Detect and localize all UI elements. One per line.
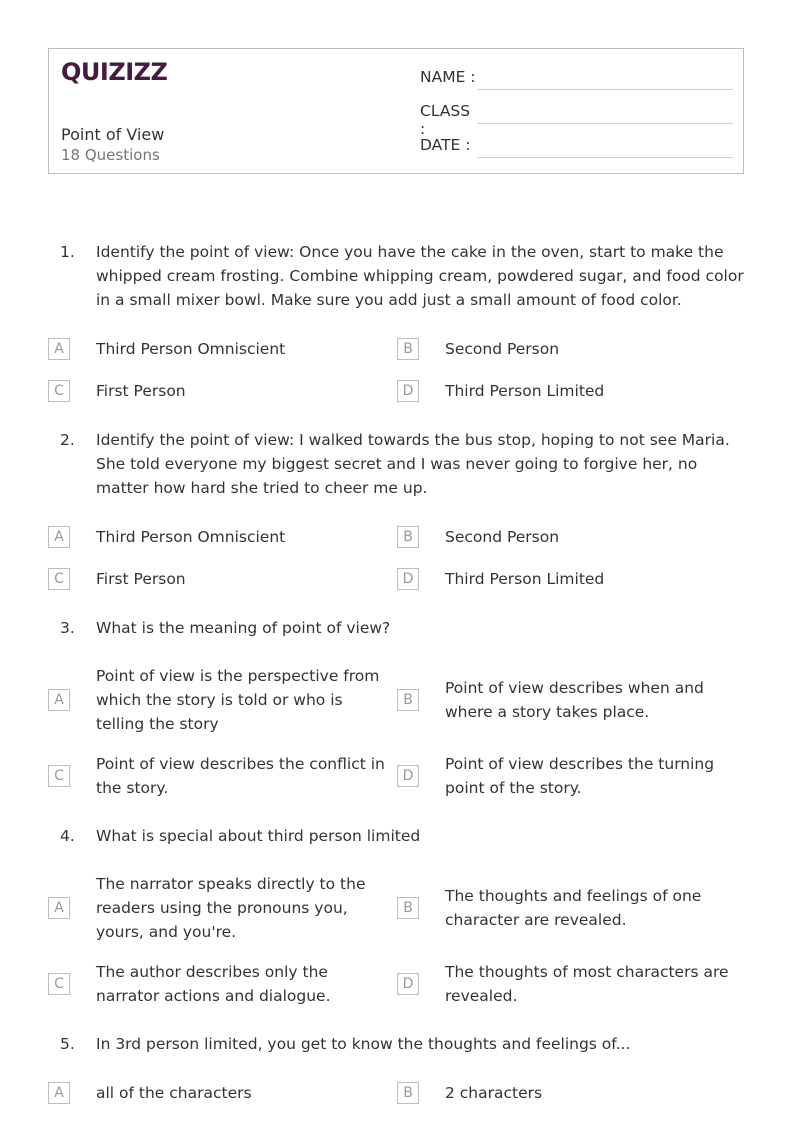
question-count: 18 Questions [61, 146, 160, 164]
option-letter-box[interactable]: C [48, 973, 70, 995]
option-letter-box[interactable]: A [48, 897, 70, 919]
option-text: Second Person [445, 340, 560, 358]
option-text: The thoughts and feelings of one character are revealed. [445, 887, 702, 929]
question-number: 5. [60, 1035, 75, 1053]
question-number: 1. [60, 243, 75, 261]
question-number: 4. [60, 827, 75, 845]
option-letter-box[interactable]: C [48, 568, 70, 590]
option-letter-box[interactable]: B [397, 897, 419, 919]
option-letter-box[interactable]: A [48, 689, 70, 711]
option-text: all of the characters [96, 1084, 252, 1102]
question-number: 2. [60, 431, 75, 449]
option-text: Point of view is the perspective from which the story is told or who is telling the story [96, 667, 380, 733]
name-label: NAME : [420, 68, 476, 86]
option-letter-box[interactable]: D [397, 973, 419, 995]
question-text: What is special about third person limited [96, 827, 421, 845]
option-text: Third Person Omniscient [96, 528, 286, 546]
option-letter-box[interactable]: B [397, 689, 419, 711]
option-letter-box[interactable]: D [397, 765, 419, 787]
option-letter-box[interactable]: C [48, 765, 70, 787]
option-letter-box[interactable]: C [48, 380, 70, 402]
option-text: Point of view describes the conflict in the story. [96, 755, 385, 797]
option-text: 2 characters [445, 1084, 543, 1102]
option-letter-box[interactable]: A [48, 526, 70, 548]
question-text: Identify the point of view: I walked towards the bus stop, hoping to not see Maria. She told everyone my biggest secret and I was never going to forgive her, no matter how hard she tried to cheer me up. [96, 431, 730, 497]
quizizz-logo: QUIZIZZ [61, 58, 168, 86]
option-text: The narrator speaks directly to the readers using the pronouns you, yours, and you're. [96, 875, 366, 941]
option-text: Second Person [445, 528, 560, 546]
option-text: Point of view describes when and where a story takes place. [445, 679, 704, 721]
class-line[interactable] [477, 123, 733, 124]
option-letter-box[interactable]: B [397, 526, 419, 548]
date-field [420, 136, 478, 154]
option-text: Third Person Limited [445, 570, 605, 588]
question-number: 3. [60, 619, 75, 637]
option-text: The author describes only the narrator actions and dialogue. [96, 963, 331, 1005]
option-letter-box[interactable]: A [48, 1082, 70, 1104]
question-text: In 3rd person limited, you get to know the thoughts and feelings of... [96, 1035, 631, 1053]
option-letter-box[interactable]: B [397, 338, 419, 360]
class-label: CLASS : [420, 102, 471, 138]
option-text: First Person [96, 570, 186, 588]
question-text: What is the meaning of point of view? [96, 619, 391, 637]
option-text: The thoughts of most characters are revealed. [445, 963, 729, 1005]
date-label: DATE : [420, 136, 471, 154]
date-line[interactable] [477, 157, 733, 158]
worksheet-title: Point of View [61, 125, 165, 144]
question-text: Identify the point of view: Once you have the cake in the oven, start to make the whipped cream frosting. Combine whipping cream, powdered sugar, and food color in a small mixer bowl. Make sure you add just a small amount of food color. [96, 243, 744, 309]
class-field [420, 102, 478, 138]
option-text: Third Person Limited [445, 382, 605, 400]
option-letter-box[interactable]: D [397, 568, 419, 590]
name-line[interactable] [477, 89, 733, 90]
option-letter-box[interactable]: D [397, 380, 419, 402]
option-text: Point of view describes the turning point of the story. [445, 755, 715, 797]
name-field [420, 68, 478, 86]
option-letter-box[interactable]: B [397, 1082, 419, 1104]
option-text: Third Person Omniscient [96, 340, 286, 358]
option-text: First Person [96, 382, 186, 400]
option-letter-box[interactable]: A [48, 338, 70, 360]
worksheet-header [48, 48, 744, 174]
